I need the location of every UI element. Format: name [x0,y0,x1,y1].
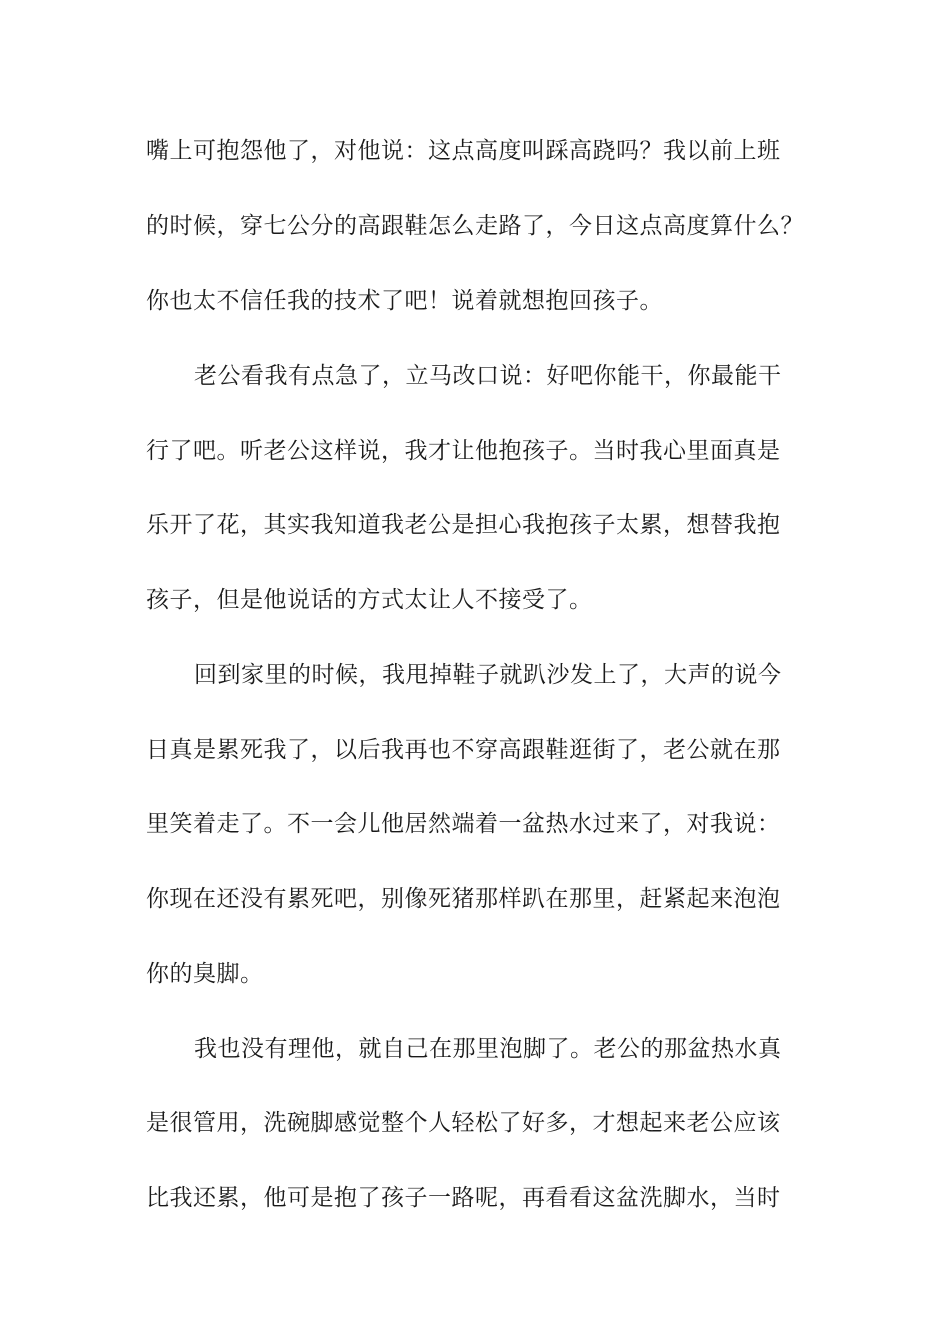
paragraph-first-line: 回到家里的时候，我甩掉鞋子就趴沙发上了，大声的说今 [194,662,782,688]
text-line: 你也太不信任我的技术了吧！说着就想抱回孩子。 [146,288,663,314]
text-line: 行了吧。听老公这样说，我才让他抱孩子。当时我心里面真是 [146,438,781,464]
paragraph-first-line: 我也没有理他，就自己在那里泡脚了。老公的那盆热水真 [194,1036,782,1062]
text-line: 孩子，但是他说话的方式太让人不接受了。 [146,587,593,613]
paragraph-first-line: 老公看我有点急了，立马改口说：好吧你能干，你最能干 [194,363,782,389]
text-line: 嘴上可抱怨他了，对他说：这点高度叫踩高跷吗？我以前上班 [146,138,781,164]
text-line: 日真是累死我了，以后我再也不穿高跟鞋逛街了，老公就在那 [146,737,781,763]
text-line: 你的臭脚。 [146,961,264,987]
text-line: 你现在还没有累死吧，别像死猪那样趴在那里，赶紧起来泡泡 [146,886,781,912]
text-line: 里笑着走了。不一会儿他居然端着一盆热水过来了，对我说： [146,811,781,837]
text-line: 比我还累，他可是抱了孩子一路呢，再看看这盆洗脚水，当时 [146,1185,781,1211]
text-line: 乐开了花，其实我知道我老公是担心我抱孩子太累，想替我抱 [146,512,781,538]
text-line: 的时候，穿七公分的高跟鞋怎么走路了，今日这点高度算什么？ [146,213,804,239]
text-line: 是很管用，洗碗脚感觉整个人轻松了好多，才想起来老公应该 [146,1110,781,1136]
